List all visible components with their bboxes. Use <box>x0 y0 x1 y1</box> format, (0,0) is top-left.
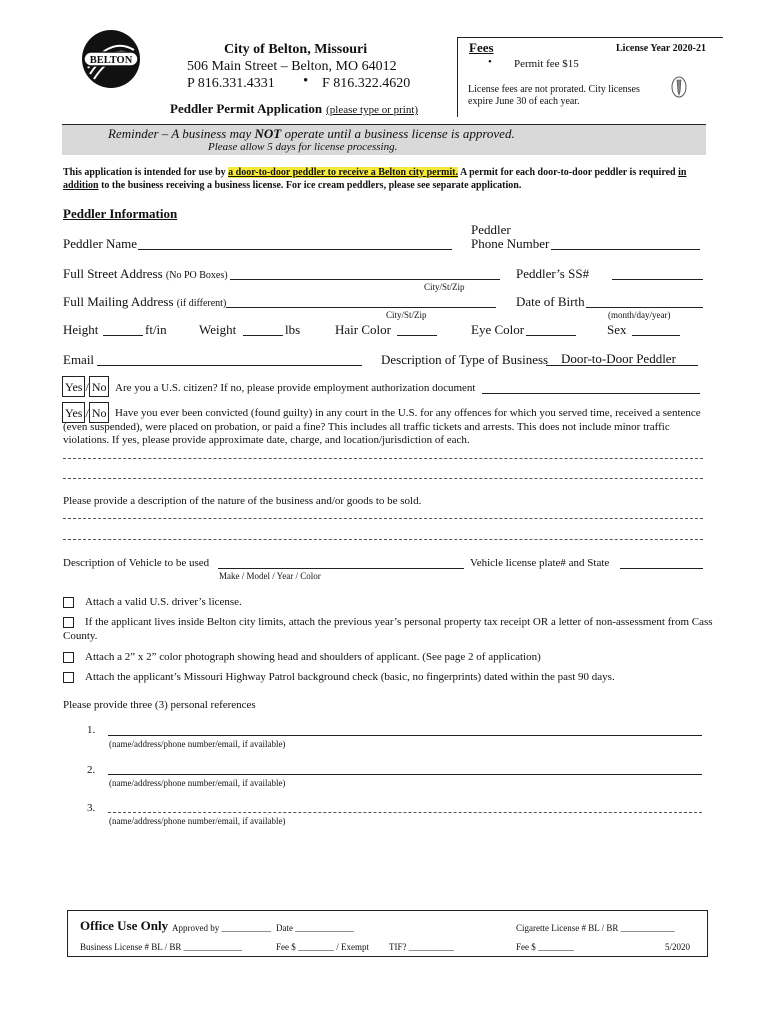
check-item-4: Attach the applicant’s Missouri Highway Patrol background check (basic, no fingerprints) dated within the past 90 days. <box>85 671 615 683</box>
office-business: Business License # BL / BR _____________ <box>80 942 243 952</box>
hair-field[interactable] <box>397 335 437 336</box>
check-item-3: Attach a 2” x 2” color photograph showing head and shoulders of applicant. (See page 2 of application) <box>85 651 541 663</box>
phone-field[interactable] <box>551 249 700 250</box>
plate-field[interactable] <box>620 568 703 569</box>
street-label <box>63 266 228 282</box>
form-title-line <box>170 100 418 118</box>
business-desc-label: Description of Type of Business <box>381 352 549 367</box>
mailing-label-text: Full Mailing Address <box>63 294 174 309</box>
weight-field[interactable] <box>243 335 283 336</box>
city-logo <box>80 28 142 90</box>
height-field[interactable] <box>103 335 143 336</box>
reference-3-field[interactable] <box>108 812 702 813</box>
citizen-yes-no[interactable] <box>62 380 109 395</box>
plate-label: Vehicle license plate# and State <box>470 557 610 569</box>
city-fax: F 816.322.4620 <box>322 76 411 91</box>
checkbox-drivers-license[interactable] <box>63 597 74 608</box>
reference-1-number: 1. <box>87 724 96 736</box>
street-field[interactable] <box>230 279 500 280</box>
sex-field[interactable] <box>632 335 680 336</box>
mailing-label <box>63 294 226 310</box>
form-title: Peddler Permit Application <box>170 101 323 116</box>
bullet-icon: • <box>488 56 492 68</box>
reminder-line-1 <box>108 126 515 142</box>
license-year: License Year 2020-21 <box>616 43 706 54</box>
vehicle-note: Make / Model / Year / Color <box>219 571 321 581</box>
office-fee: Fee $ ________ <box>516 942 574 952</box>
pen-icon <box>670 76 688 98</box>
convicted-slash: / <box>85 406 89 420</box>
office-date: Date _____________ <box>276 923 354 933</box>
intro-in-addition: in addition <box>63 167 687 191</box>
mailing-city-note: City/St/Zip <box>386 310 427 320</box>
reference-3-note: (name/address/phone number/email, if available) <box>109 816 286 826</box>
citizen-no[interactable]: No <box>89 376 110 397</box>
convicted-line-2[interactable] <box>63 478 703 479</box>
phone-label-a: Peddler <box>471 222 511 237</box>
references-prompt: Please provide three (3) personal references <box>63 699 256 711</box>
peddler-name-label: Peddler Name <box>63 236 138 251</box>
city-phone: P 816.331.4331 <box>187 76 275 91</box>
reminder-part-b: NOT <box>254 126 282 141</box>
citizen-slash: / <box>85 380 89 394</box>
office-tif: TIF? __________ <box>389 942 454 952</box>
section-title: Peddler Information <box>63 206 178 221</box>
street-note: (No PO Boxes) <box>165 270 228 281</box>
hair-label: Hair Color <box>335 322 391 337</box>
business-desc-value: Door-to-Door Peddler <box>561 351 676 366</box>
height-unit: ft/in <box>145 322 167 337</box>
permit-fee: Permit fee $15 <box>514 58 579 70</box>
office-cigarette: Cigarette License # BL / BR ____________ <box>516 923 675 933</box>
form-version: 5/2020 <box>665 942 691 952</box>
weight-label: Weight <box>199 322 237 337</box>
dob-label: Date of Birth <box>516 294 585 309</box>
city-address: 506 Main Street – Belton, MO 64012 <box>187 59 397 74</box>
street-label-text: Full Street Address <box>63 266 163 281</box>
height-label: Height <box>63 322 99 337</box>
bullet-separator: • <box>303 73 309 89</box>
check-item-2: If the applicant lives inside Belton city limits, attach the previous year’s personal property tax receipt OR a letter of non-assessment from Cass County. <box>63 616 713 642</box>
ss-label: Peddler’s SS# <box>516 266 590 281</box>
logo-text: BELTON <box>89 55 133 66</box>
checkbox-background-check[interactable] <box>63 672 74 683</box>
office-fee-exempt: Fee $ ________ / Exempt <box>276 942 369 952</box>
intro-paragraph <box>63 166 705 192</box>
dob-note: (month/day/year) <box>608 310 671 320</box>
sex-label: Sex <box>607 322 627 337</box>
checkbox-photo[interactable] <box>63 652 74 663</box>
form-title-note: (please type or print) <box>326 104 419 116</box>
reference-1-note: (name/address/phone number/email, if available) <box>109 739 286 749</box>
nature-line-1[interactable] <box>63 518 703 519</box>
eye-field[interactable] <box>526 335 576 336</box>
reminder-part-a: Reminder – A business may <box>108 126 255 141</box>
citizen-yes[interactable]: Yes <box>62 376 85 397</box>
reference-2-field[interactable] <box>108 774 702 775</box>
convicted-question: Have you ever been convicted (found guilty) in any court in the U.S. for any offences for which you served time, received a sentence (even suspended), were placed on probation, or paid a fine? This includes all traffic tickets and arrests. This does not include minor traffic violations. If yes, please provide approximate date, charge, and location/jurisdiction of each. <box>63 407 701 446</box>
street-city-note: City/St/Zip <box>424 282 465 292</box>
fees-note-2: expire June 30 of each year. <box>468 96 580 107</box>
reference-2-note: (name/address/phone number/email, if available) <box>109 778 286 788</box>
intro-e: to the business receiving a business license. For ice cream peddlers, please see separate application. <box>98 180 522 191</box>
weight-unit: lbs <box>285 322 301 337</box>
mailing-field[interactable] <box>226 307 496 308</box>
dob-field[interactable] <box>586 307 703 308</box>
intro-c: A permit for each door-to-door peddler is required <box>458 167 679 178</box>
vehicle-field[interactable] <box>218 568 464 569</box>
email-field[interactable] <box>97 365 362 366</box>
intro-highlight: a door-to-door peddler to receive a Belton city permit. <box>228 167 458 178</box>
convicted-line-1[interactable] <box>63 458 703 459</box>
citizen-question: Are you a U.S. citizen? If no, please provide employment authorization document <box>115 382 476 394</box>
reference-3-number: 3. <box>87 802 96 814</box>
vehicle-label: Description of Vehicle to be used <box>63 557 210 569</box>
reference-1-field[interactable] <box>108 735 702 736</box>
nature-prompt: Please provide a description of the nature of the business and/or goods to be sold. <box>63 495 422 507</box>
fees-note-1: License fees are not prorated. City licenses <box>468 84 640 95</box>
mailing-note: (if different) <box>176 298 227 309</box>
phone-label-b: Phone Number <box>471 236 550 251</box>
fees-heading: Fees <box>469 40 494 55</box>
office-title: Office Use Only <box>80 918 169 933</box>
office-approved: Approved by ___________ <box>172 923 271 933</box>
eye-label: Eye Color <box>471 322 525 337</box>
citizen-doc-field[interactable] <box>482 393 700 394</box>
reminder-line-2: Please allow 5 days for license processing. <box>208 141 398 153</box>
reminder-part-c: operate until a business license is approved. <box>281 126 515 141</box>
peddler-name-field[interactable] <box>138 249 452 250</box>
convicted-no[interactable]: No <box>89 402 110 423</box>
city-name: City of Belton, Missouri <box>224 42 368 57</box>
reference-2-number: 2. <box>87 764 96 776</box>
nature-line-2[interactable] <box>63 539 703 540</box>
intro-a: This application is intended for use by <box>63 167 229 178</box>
email-label: Email <box>63 352 95 367</box>
ss-field[interactable] <box>612 279 703 280</box>
check-item-1: Attach a valid U.S. driver’s license. <box>85 596 242 608</box>
convicted-yes[interactable]: Yes <box>62 402 85 423</box>
